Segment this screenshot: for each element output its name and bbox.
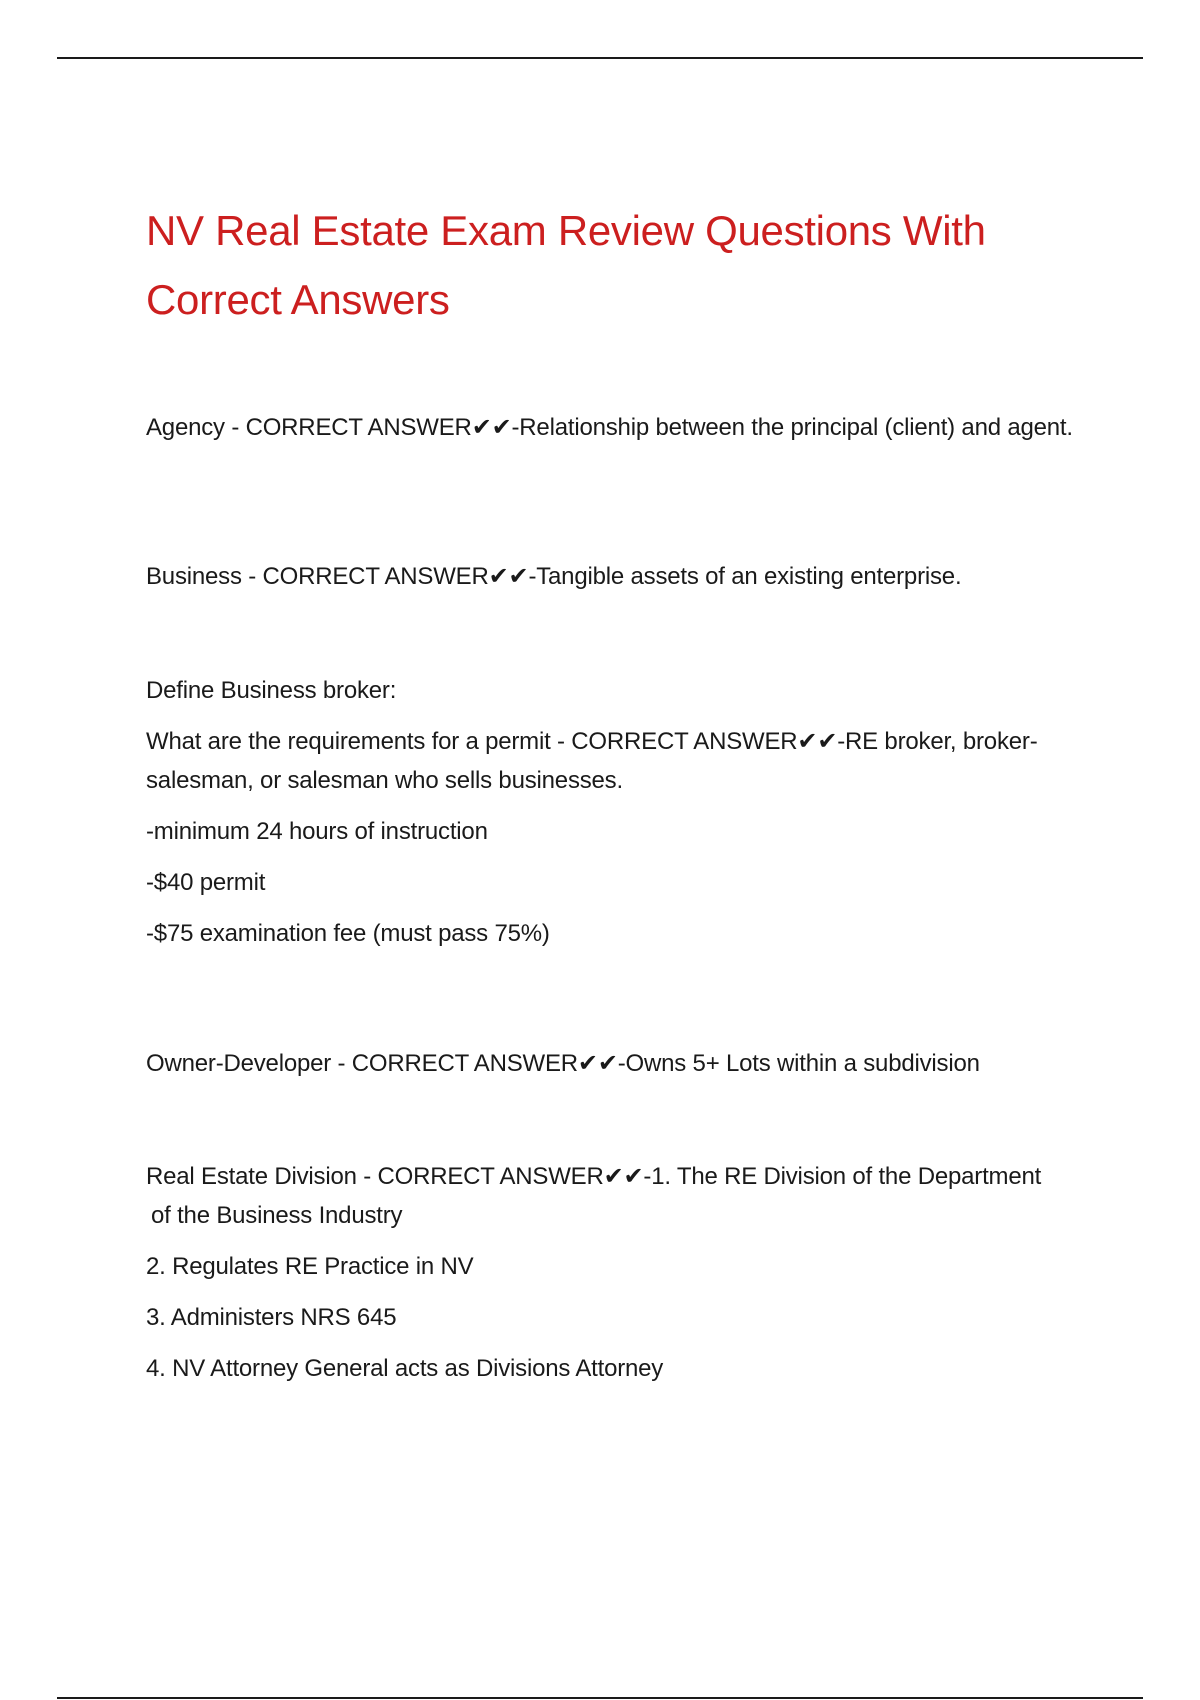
list-item: -minimum 24 hours of instruction: [146, 818, 488, 845]
qa-entry-real-estate-division: [146, 1157, 1106, 1388]
qa-entry-owner-developer: [146, 1044, 1106, 1083]
list-item: -$75 examination fee (must pass 75%): [146, 920, 550, 947]
qa-answer-text: What are the requirements for a permit - CORRECT ANSWER✔✔-RE broker, broker-salesman, or salesman who sells businesses.: [146, 728, 1038, 794]
qa-entry-agency: [146, 408, 1106, 447]
qa-question-line: Define Business broker:: [146, 677, 397, 704]
qa-text-line: Real Estate Division - CORRECT ANSWER✔✔-1. The RE Division of the Department: [146, 1163, 1042, 1190]
header-rule: [57, 57, 1143, 59]
qa-text: Business - CORRECT ANSWER✔✔-Tangible assets of an existing enterprise.: [146, 563, 962, 590]
footer-rule: [57, 1697, 1143, 1699]
qa-text: Agency - CORRECT ANSWER✔✔-Relationship between the principal (client) and agent.: [146, 414, 1073, 441]
list-item: 3. Administers NRS 645: [146, 1304, 397, 1331]
document-title: NV Real Estate Exam Review Questions With Correct Answers: [146, 207, 986, 323]
qa-entry-business: [146, 557, 1106, 596]
qa-entry-business-broker: [146, 671, 1106, 953]
list-item: -$40 permit: [146, 869, 266, 896]
qa-text-line: of the Business Industry: [151, 1202, 403, 1229]
list-item: 4. NV Attorney General acts as Divisions Attorney: [146, 1355, 664, 1382]
list-item: 2. Regulates RE Practice in NV: [146, 1253, 474, 1280]
qa-text: Owner-Developer - CORRECT ANSWER✔✔-Owns 5+ Lots within a subdivision: [146, 1050, 980, 1077]
